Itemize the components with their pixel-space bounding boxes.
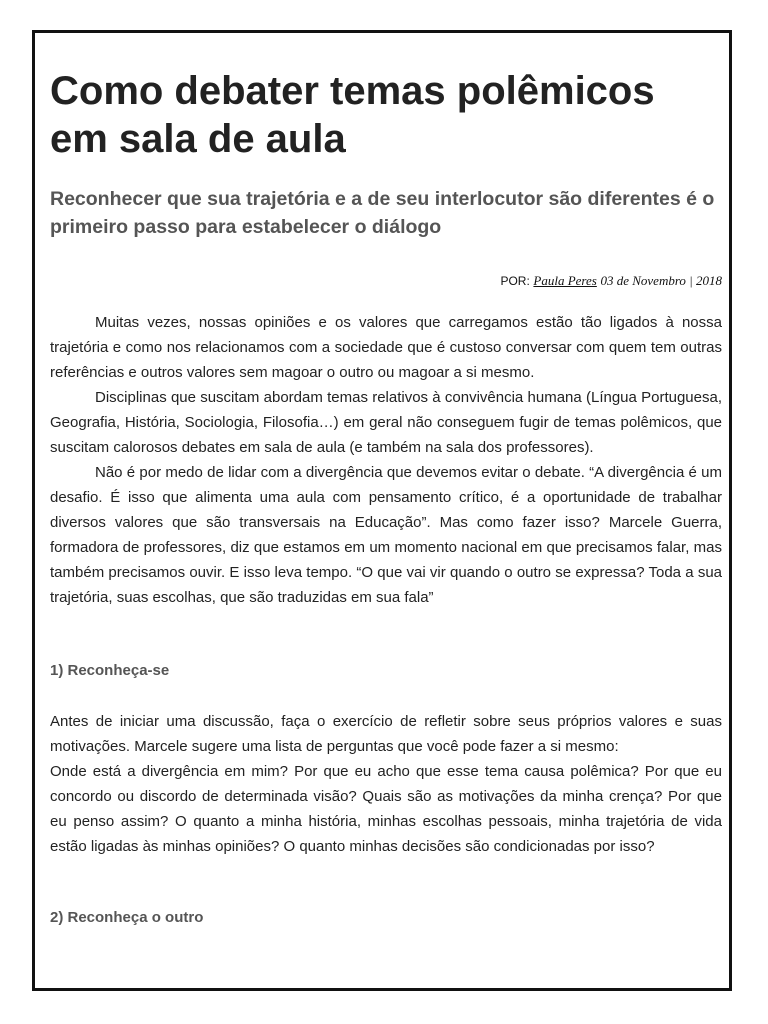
article-title: Como debater temas polêmicos em sala de aula <box>50 69 655 161</box>
paragraph: Não é por medo de lidar com a divergência que devemos evitar o debate. “A divergência é um desafio. É isso que alimenta uma aula com pensamento crítico, é a oportunidade de trabalhar diversos valores que são transversais na Educação”. Mas como fazer isso? Marcele Guerra, formadora de professores, diz que estamos em um momento nacional em que precisamos falar, mas também precisamos ouvir. E isso leva tempo. “O que vai vir quando o outro se expressa? Toda a sua trajetória, suas escolhas, que são traduzidas em sua fala” <box>50 464 722 606</box>
page-frame <box>32 30 732 991</box>
paragraph: Antes de iniciar uma discussão, faça o exercício de refletir sobre seus próprios valores e suas motivações. Marcele sugere uma lista de perguntas que você pode fazer a si mesmo: <box>50 713 722 755</box>
article-subtitle: Reconhecer que sua trajetória e a de seu interlocutor são diferentes é o primeiro passo para estabelecer o diálogo <box>50 188 715 238</box>
author-link[interactable]: Paula Peres <box>533 273 597 288</box>
paragraph: Onde está a divergência em mim? Por que eu acho que esse tema causa polêmica? Por que eu concordo ou discordo de determinada visão? Quais são as motivações da minha crença? Por que eu penso assim? O quanto a minha história, minhas escolhas pessoais, minha trajetória de vida estão ligadas às minhas opiniões? O quanto minhas decisões são condicionadas por isso? <box>50 763 722 855</box>
intro-text <box>50 310 722 610</box>
paragraph: Muitas vezes, nossas opiniões e os valores que carregamos estão tão ligados à nossa trajetória e como nos relacionamos com a sociedade que é custoso conversar com quem tem outras referências e outros valores sem magoar o outro ou magoar a si mesmo. <box>50 314 722 381</box>
section1-text <box>50 709 722 859</box>
byline-prefix: POR: <box>500 274 530 288</box>
byline <box>50 272 722 290</box>
paragraph: Disciplinas que suscitam abordam temas relativos à convivência humana (Língua Portuguesa, Geografia, História, Sociologia, Filosofia…) em geral não conseguem fugir de temas polêmicos, que suscitam calorosos debates em sala de aula (e também na sala dos professores). <box>50 389 722 456</box>
section-heading-reconheca-se: 1) Reconheça-se <box>50 662 170 679</box>
publish-date: 03 de Novembro | 2018 <box>600 273 722 288</box>
section-heading-reconheca-o-outro: 2) Reconheça o outro <box>50 909 204 926</box>
